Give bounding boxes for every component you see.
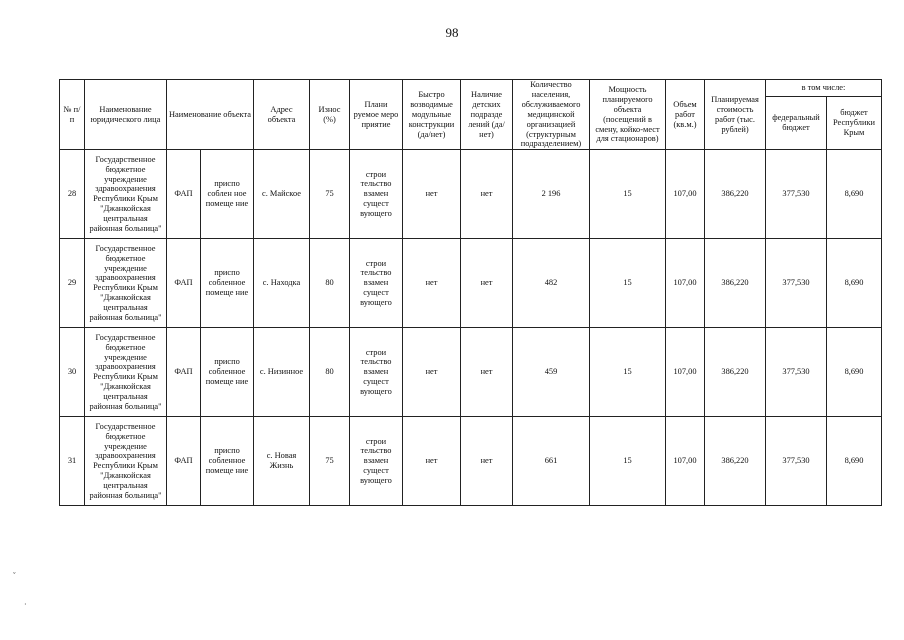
- row-object: приспо соблен ное помеще ние: [201, 150, 254, 239]
- table-row: [60, 417, 882, 506]
- row-federal: 377,530: [766, 150, 827, 239]
- header-population: Количество населения, обслуживаемого медицинской организацией (структурным подразделением): [513, 80, 590, 150]
- row-legal-entity: Государственное бюджетное учреждение здравоохранения Республики Крым "Джанкойская центральная районная больница": [85, 150, 167, 239]
- row-legal-entity: Государственное бюджетное учреждение здравоохранения Республики Крым "Джанкойская центральная районная больница": [85, 328, 167, 417]
- row-capacity: 15: [590, 328, 666, 417]
- row-address: с. Новая Жизнь: [254, 417, 310, 506]
- table-row: [60, 239, 882, 328]
- row-regional: 8,690: [827, 239, 882, 328]
- row-federal: 377,530: [766, 328, 827, 417]
- row-federal: 377,530: [766, 417, 827, 506]
- row-population: 459: [513, 328, 590, 417]
- row-cost: 386,220: [705, 328, 766, 417]
- row-regional: 8,690: [827, 328, 882, 417]
- row-object: приспо собленное помеще ние: [201, 328, 254, 417]
- row-capacity: 15: [590, 150, 666, 239]
- scan-speck: ˇ: [13, 571, 16, 580]
- row-population: 482: [513, 239, 590, 328]
- header-wear: Износ (%): [310, 80, 350, 150]
- row-children: нет: [461, 328, 513, 417]
- row-num: 30: [60, 328, 85, 417]
- header-num: № п/п: [60, 80, 85, 150]
- row-cost: 386,220: [705, 150, 766, 239]
- row-volume: 107,00: [666, 239, 705, 328]
- row-wear: 75: [310, 150, 350, 239]
- header-legal-entity: Наименование юридического лица: [85, 80, 167, 150]
- row-cost: 386,220: [705, 239, 766, 328]
- row-federal: 377,530: [766, 239, 827, 328]
- row-population: 2 196: [513, 150, 590, 239]
- scan-speck: ·: [24, 600, 27, 609]
- row-measure: строи тельство взамен сущест вующего: [350, 239, 403, 328]
- row-num: 31: [60, 417, 85, 506]
- row-capacity: 15: [590, 417, 666, 506]
- row-children: нет: [461, 150, 513, 239]
- row-capacity: 15: [590, 239, 666, 328]
- row-modular: нет: [403, 328, 461, 417]
- row-legal-entity: Государственное бюджетное учреждение здравоохранения Республики Крым "Джанкойская центральная районная больница": [85, 239, 167, 328]
- row-volume: 107,00: [666, 328, 705, 417]
- row-object: приспо собленное помеще ние: [201, 239, 254, 328]
- row-measure: строи тельство взамен сущест вующего: [350, 328, 403, 417]
- header-object-name: Наименование объекта: [167, 80, 254, 150]
- row-type: ФАП: [167, 417, 201, 506]
- row-object: приспо собленное помеще ние: [201, 417, 254, 506]
- row-address: с. Низинное: [254, 328, 310, 417]
- row-address: с. Майское: [254, 150, 310, 239]
- page-number: 98: [445, 25, 459, 40]
- row-wear: 80: [310, 239, 350, 328]
- row-address: с. Находка: [254, 239, 310, 328]
- row-wear: 80: [310, 328, 350, 417]
- row-modular: нет: [403, 239, 461, 328]
- header-children: Наличие детских подразде лений (да/нет): [461, 80, 513, 150]
- header-measure: Плани руемое меро приятие: [350, 80, 403, 150]
- header-including: в том числе:: [766, 80, 882, 97]
- row-population: 661: [513, 417, 590, 506]
- row-modular: нет: [403, 417, 461, 506]
- row-num: 29: [60, 239, 85, 328]
- row-wear: 75: [310, 417, 350, 506]
- row-measure: строи тельство взамен сущест вующего: [350, 150, 403, 239]
- row-regional: 8,690: [827, 150, 882, 239]
- row-children: нет: [461, 417, 513, 506]
- table-row: [60, 328, 882, 417]
- row-type: ФАП: [167, 328, 201, 417]
- row-cost: 386,220: [705, 417, 766, 506]
- row-volume: 107,00: [666, 150, 705, 239]
- table-row: [60, 150, 882, 239]
- row-regional: 8,690: [827, 417, 882, 506]
- header-address: Адрес объекта: [254, 80, 310, 150]
- row-type: ФАП: [167, 150, 201, 239]
- row-num: 28: [60, 150, 85, 239]
- header-federal: федеральный бюджет: [766, 97, 827, 150]
- objects-table: [59, 79, 882, 506]
- header-modular: Быстро возводимые модульные конструкции (да/нет): [403, 80, 461, 150]
- row-children: нет: [461, 239, 513, 328]
- header-cost: Планируемая стоимость работ (тыс. рублей): [705, 80, 766, 150]
- row-volume: 107,00: [666, 417, 705, 506]
- row-type: ФАП: [167, 239, 201, 328]
- header-volume: Объем работ (кв.м.): [666, 80, 705, 150]
- row-legal-entity: Государственное бюджетное учреждение здравоохранения Республики Крым "Джанкойская центральная районная больница": [85, 417, 167, 506]
- header-capacity: Мощность планируемого объекта (посещений в смену, койко-мест для стационаров): [590, 80, 666, 150]
- row-measure: строи тельство взамен сущест вующего: [350, 417, 403, 506]
- header-regional: бюджет Республики Крым: [827, 97, 882, 150]
- row-modular: нет: [403, 150, 461, 239]
